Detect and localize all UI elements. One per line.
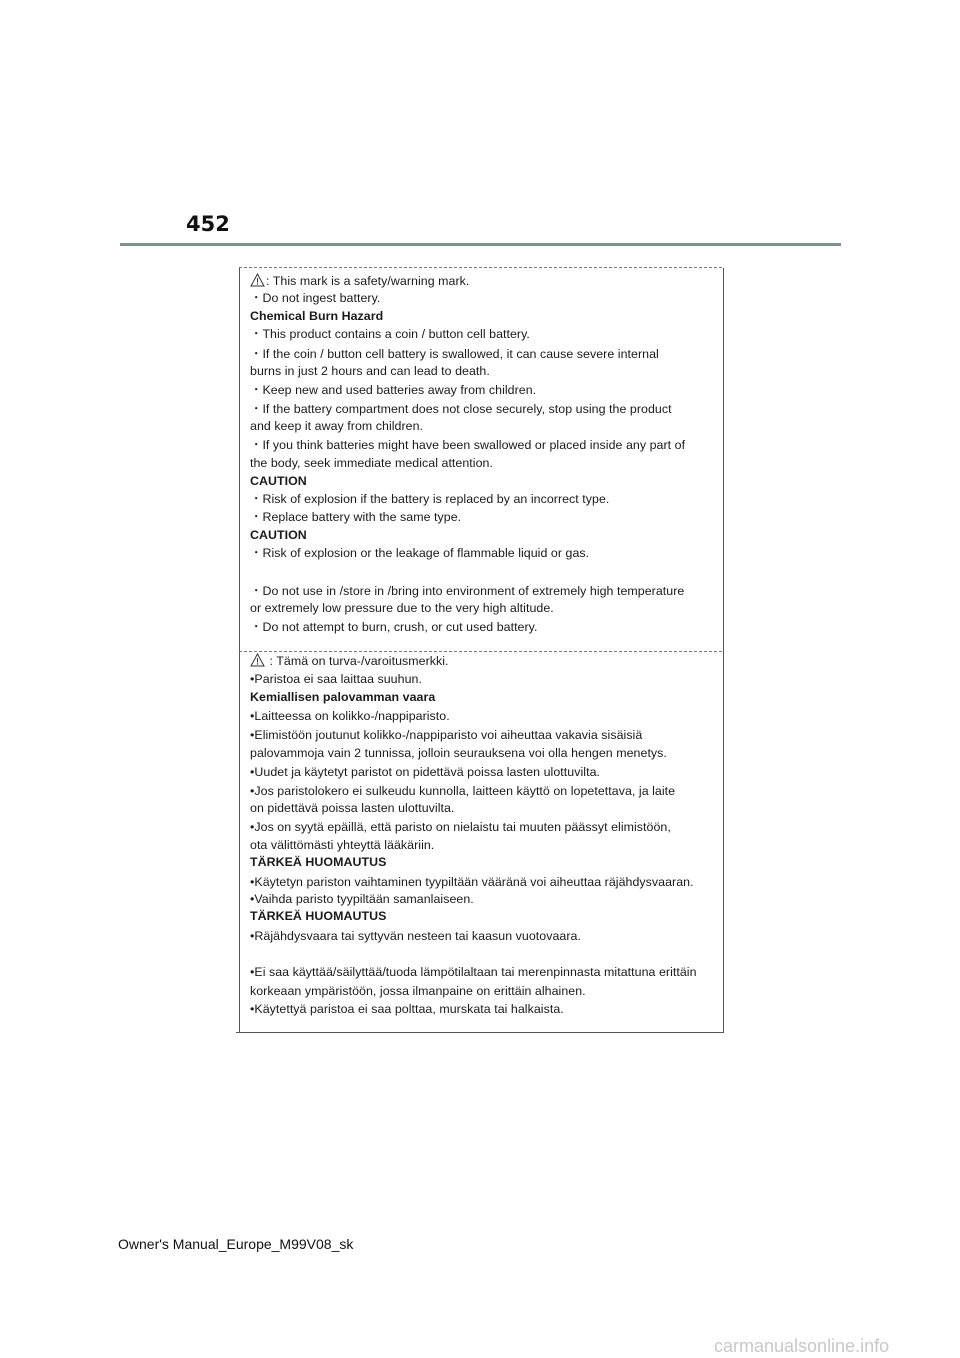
watermark: carmanualsonline.info	[714, 1336, 890, 1356]
english-line: ・Do not use in /store in /bring into environment of extremely high temperature	[250, 584, 685, 598]
finnish-warning-mark-line: : Tämä on turva-/varoitusmerkki.	[250, 653, 449, 671]
notice-bottom-rule	[236, 1032, 724, 1033]
notice-top-dashed-rule	[239, 267, 722, 268]
english-line: ・Keep new and used batteries away from children.	[250, 383, 537, 397]
english-line: ・This product contains a coin / button cell battery.	[250, 327, 530, 341]
finnish-line: korkeaan ympäristöön, jossa ilmanpaine on erittäin alhainen.	[250, 984, 586, 998]
english-line: ・Risk of explosion if the battery is replaced by an incorrect type.	[250, 492, 610, 506]
finnish-line: ota välittömästi yhteyttä lääkäriin.	[250, 838, 435, 852]
english-line: ・If the coin / button cell battery is swallowed, it can cause severe internal	[250, 347, 659, 361]
english-line: or extremely low pressure due to the very high altitude.	[250, 601, 554, 615]
finnish-heading: TÄRKEÄ HUOMAUTUS	[250, 855, 387, 869]
finnish-line: •Jos paristolokero ei sulkeudu kunnolla, laitteen käyttö on lopetettava, ja laite	[250, 784, 676, 798]
warning-triangle-icon	[250, 273, 265, 291]
footer-manual-id: Owner's Manual_Europe_M99V08_sk	[118, 1236, 354, 1252]
finnish-line: •Käytettyä paristoa ei saa polttaa, murskata tai halkaista.	[250, 1002, 564, 1016]
english-line: ・Do not ingest battery.	[250, 291, 381, 305]
finnish-line: •Uudet ja käytetyt paristot on pidettävä poissa lasten ulottuvilta.	[250, 765, 601, 779]
english-line: ・If the battery compartment does not close securely, stop using the product	[250, 402, 672, 416]
finnish-line: on pidettävä poissa lasten ulottuvilta.	[250, 801, 455, 815]
page-number: 452	[186, 212, 230, 236]
finnish-line: •Käytetyn pariston vaihtaminen tyypiltään vääränä voi aiheuttaa räjähdysvaaran.	[250, 875, 694, 889]
english-warning-mark-line: : This mark is a safety/warning mark.	[250, 273, 469, 291]
notice-section-divider	[239, 651, 722, 652]
finnish-line: •Jos on syytä epäillä, että paristo on nielaistu tai muuten päässyt elimistöön,	[250, 820, 671, 834]
header-rule	[120, 243, 841, 246]
english-heading: Chemical Burn Hazard	[250, 309, 384, 323]
english-heading: CAUTION	[250, 528, 307, 542]
finnish-line: •Elimistöön joutunut kolikko-/nappiparisto voi aiheuttaa vakavia sisäisiä	[250, 728, 643, 742]
english-line: the body, seek immediate medical attention.	[250, 456, 493, 470]
english-line: ・Risk of explosion or the leakage of flammable liquid or gas.	[250, 546, 590, 560]
english-line: ・If you think batteries might have been swallowed or placed inside any part of	[250, 438, 686, 452]
english-line: burns in just 2 hours and can lead to death.	[250, 364, 490, 378]
english-line: ・Do not attempt to burn, crush, or cut used battery.	[250, 620, 538, 634]
finnish-line: •Räjähdysvaara tai syttyvän nesteen tai kaasun vuotovaara.	[250, 929, 581, 943]
english-line: and keep it away from children.	[250, 419, 424, 433]
finnish-line: palovammoja vain 2 tunnissa, jolloin seurauksena voi olla hengen menetys.	[250, 746, 667, 760]
english-heading: CAUTION	[250, 474, 307, 488]
finnish-line: •Ei saa käyttää/säilyttää/tuoda lämpötilaltaan tai merenpinnasta mitattuna erittäin	[250, 965, 697, 979]
finnish-heading: Kemiallisen palovamman vaara	[250, 690, 436, 704]
english-line: ・Replace battery with the same type.	[250, 510, 462, 524]
finnish-line: •Vaihda paristo tyypiltään samanlaiseen.	[250, 892, 474, 906]
finnish-line: •Paristoa ei saa laittaa suuhun.	[250, 672, 422, 686]
finnish-line: •Laitteessa on kolikko-/nappiparisto.	[250, 709, 450, 723]
finnish-heading: TÄRKEÄ HUOMAUTUS	[250, 909, 387, 923]
warning-triangle-icon	[250, 653, 265, 671]
